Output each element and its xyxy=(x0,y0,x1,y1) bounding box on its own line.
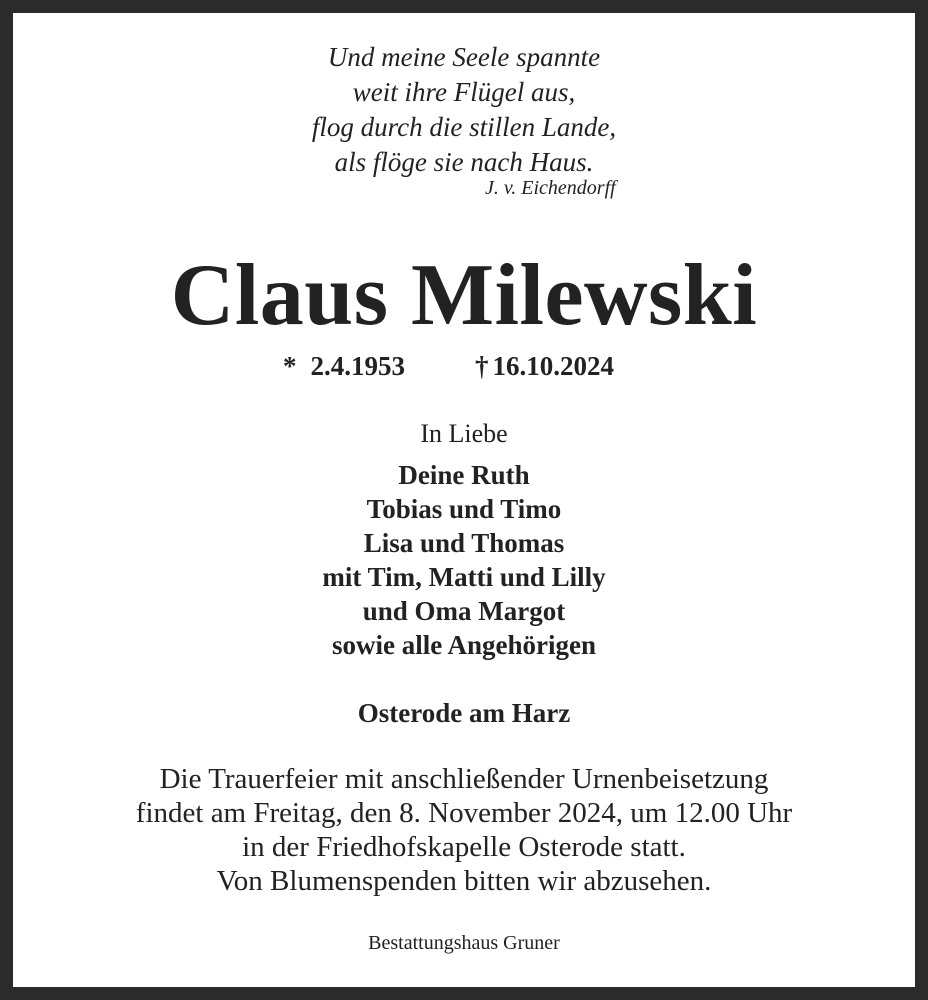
poem-line: flog durch die stillen Lande, xyxy=(311,112,617,142)
notice-line: Von Blumenspenden bitten wir abzusehen. xyxy=(216,865,712,897)
mourner-line: Tobias und Timo xyxy=(366,494,562,524)
funeral-home: Bestattungshaus Gruner xyxy=(368,932,560,954)
poem-line: Und meine Seele spannte xyxy=(327,42,601,72)
notice-line: Die Trauerfeier mit anschließender Urnenbeisetzung xyxy=(159,763,769,795)
poem-author: J. v. Eichendorff xyxy=(485,177,616,199)
mourner-line: und Oma Margot xyxy=(362,596,566,626)
birth-date: 2.4.1953 xyxy=(310,351,405,381)
birth-date-group xyxy=(283,350,405,382)
mourners-intro: In Liebe xyxy=(420,419,508,448)
funeral-notice xyxy=(0,762,928,898)
death-date-group xyxy=(475,350,614,382)
mourner-line: sowie alle Angehörigen xyxy=(332,630,596,660)
poem-line: als flöge sie nach Haus. xyxy=(334,147,594,177)
mourners-list xyxy=(0,458,928,662)
deceased-name: Claus Milewski xyxy=(170,247,758,344)
death-date: 16.10.2024 xyxy=(492,351,614,381)
notice-line: findet am Freitag, den 8. November 2024, um 12.00 Uhr xyxy=(135,797,793,829)
mourner-line: Lisa und Thomas xyxy=(363,528,565,558)
poem xyxy=(0,40,928,199)
notice-line: in der Friedhofskapelle Osterode statt. xyxy=(242,831,686,863)
poem-line: weit ihre Flügel aus, xyxy=(352,77,576,107)
mourner-line: mit Tim, Matti und Lilly xyxy=(322,562,606,592)
mourners-place: Osterode am Harz xyxy=(357,698,571,728)
cross-icon: † xyxy=(475,351,489,381)
mourner-line: Deine Ruth xyxy=(398,460,530,490)
birth-star-icon: * xyxy=(283,351,297,381)
